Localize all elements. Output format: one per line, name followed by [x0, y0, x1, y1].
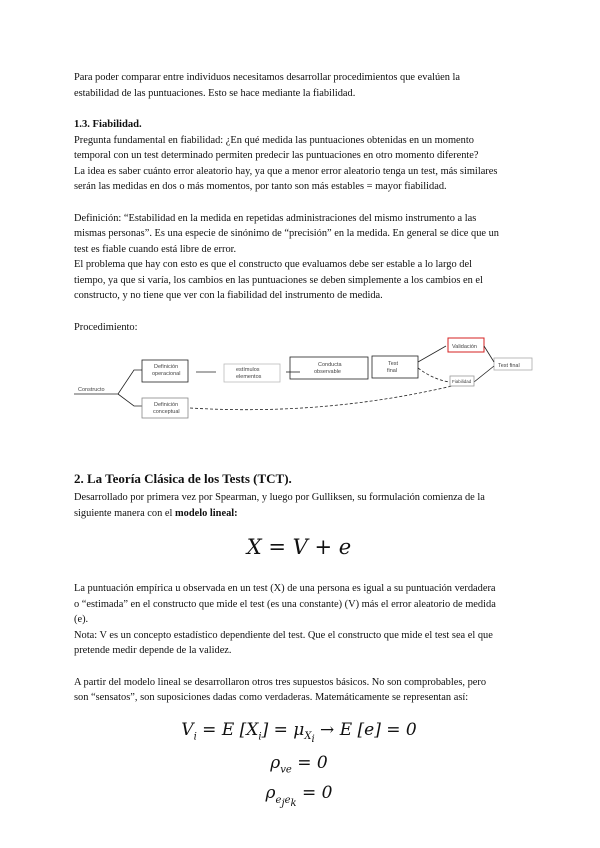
branch-down-line — [118, 394, 142, 406]
paragraph-line — [74, 506, 524, 522]
def-con-label: Definición — [154, 402, 179, 408]
text-span: siguiente manera con el — [74, 507, 175, 519]
paragraph-line: Desarrollado por primera vez por Spearman, y luego por Gulliksen, su formulación comienza de la — [74, 492, 485, 503]
test-label-2: final — [387, 368, 398, 374]
definition-line: tiempo, ya que si varía, los cambios en las puntuaciones se deben simplemente a los cambios en el — [74, 274, 483, 286]
note-line: pretende medir depende de la validez. — [74, 645, 232, 656]
constructo-label: Constructo — [78, 387, 105, 393]
validacion-label: Validación — [452, 344, 477, 350]
test-label: Test — [388, 361, 399, 367]
definition-line: constructo, y no tiene que ver con la fiabilidad del instrumento de medida. — [74, 290, 383, 301]
def-con-label-2: conceptual — [153, 409, 180, 415]
paragraph-line: serán las medidas en dos o más momentos, por tanto son más estables = mayor fiabilidad. — [74, 181, 447, 192]
paragraph-line: son “sensatos”, son suposiciones dadas como verdaderas. Matemáticamente se representan así: — [74, 692, 469, 703]
procedure-label: Procedimiento: — [74, 321, 138, 333]
section-1-3-title: 1.3. Fiabilidad. — [74, 119, 142, 130]
definition-line: test es fiable cuando está libre de error. — [74, 243, 237, 255]
intro-line-1: Para poder comparar entre individuos necesitamos desarrollar procedimientos que evalúen la — [74, 72, 461, 83]
test-box — [372, 356, 418, 378]
definition-line: Definición: “Estabilidad en la medida en repetidas administraciones del mismo instrumento a las — [74, 212, 477, 224]
test-final-label: Test final — [498, 363, 520, 369]
document-body — [74, 70, 524, 335]
def-op-label: Definición — [154, 364, 179, 370]
fiabilidad-label: Fiabilidad — [452, 379, 472, 384]
paragraph-line: La puntuación empírica u observada en un test (X) de una persona es igual a su puntuación verdadera — [74, 583, 496, 594]
conducta-label-2: observable — [314, 369, 341, 375]
intro-line-2: estabilidad de las puntuaciones. Esto se hace mediante la fiabilidad. — [74, 87, 356, 99]
def-conceptual-box — [142, 398, 188, 418]
estimulos-label-2: elementos — [236, 374, 262, 380]
paragraph-line: La idea es saber cuánto error aleatorio hay, ya que a menor error aleatorio tenga un test, más similares — [74, 165, 498, 177]
arrow-to-validacion — [418, 346, 446, 362]
paragraph-line: Pregunta fundamental en fiabilidad: ¿En qué medida las puntuaciones obtenidas en un momento — [74, 134, 474, 146]
modelo-lineal-bold: modelo lineal: — [174, 507, 238, 519]
assumption-equation-1: $V_i = E$ $[X_i] = \mu_{X_i} \to E$ [e] = 0 — [181, 719, 417, 745]
assumption-equation-2: $\rho_{ve} = 0$ — [270, 752, 328, 776]
dashed-to-fiabilidad — [418, 368, 450, 382]
note-line: Nota: V es un concepto estadístico dependiente del test. Que el constructo que mide el test sea el que — [74, 629, 493, 641]
dashed-long-curve — [190, 386, 452, 410]
linear-model-equation: X = V + e — [246, 535, 352, 559]
arrow-to-test-final — [484, 346, 494, 362]
arrow-fiab-to-final — [474, 366, 494, 382]
paragraph-line: o “estimada” en el constructo que mide el test (es una constante) (V) más el error aleatorio de medida — [74, 598, 496, 610]
definition-line: El problema que hay con esto es que el constructo que evaluamos debe ser estable a lo largo del — [74, 259, 472, 270]
section-2-title: 2. La Teoría Clásica de los Tests (TCT). — [74, 471, 292, 486]
def-op-label-2: operacional — [152, 371, 181, 377]
estimulos-label: estímulos — [236, 367, 260, 373]
section-2 — [74, 470, 524, 809]
paragraph-line: (e). — [74, 614, 89, 625]
conducta-label: Conducta — [318, 362, 342, 368]
procedure-diagram — [74, 324, 534, 424]
conducta-box — [290, 357, 368, 379]
paragraph-line: temporal con un test determinado permiten predecir las puntuaciones en otro momento diferente? — [74, 150, 479, 161]
assumption-equation-3: $\rho_{e_je_k} = 0$ — [265, 783, 333, 809]
definition-line: mismas personas”. Es una especie de sinónimo de “precisión” en la medida. En general se dice que un — [74, 228, 500, 239]
branch-up-line — [118, 370, 142, 394]
paragraph-line: A partir del modelo lineal se desarrollaron otros tres supuestos básicos. No son comprobables, pero — [74, 676, 487, 688]
